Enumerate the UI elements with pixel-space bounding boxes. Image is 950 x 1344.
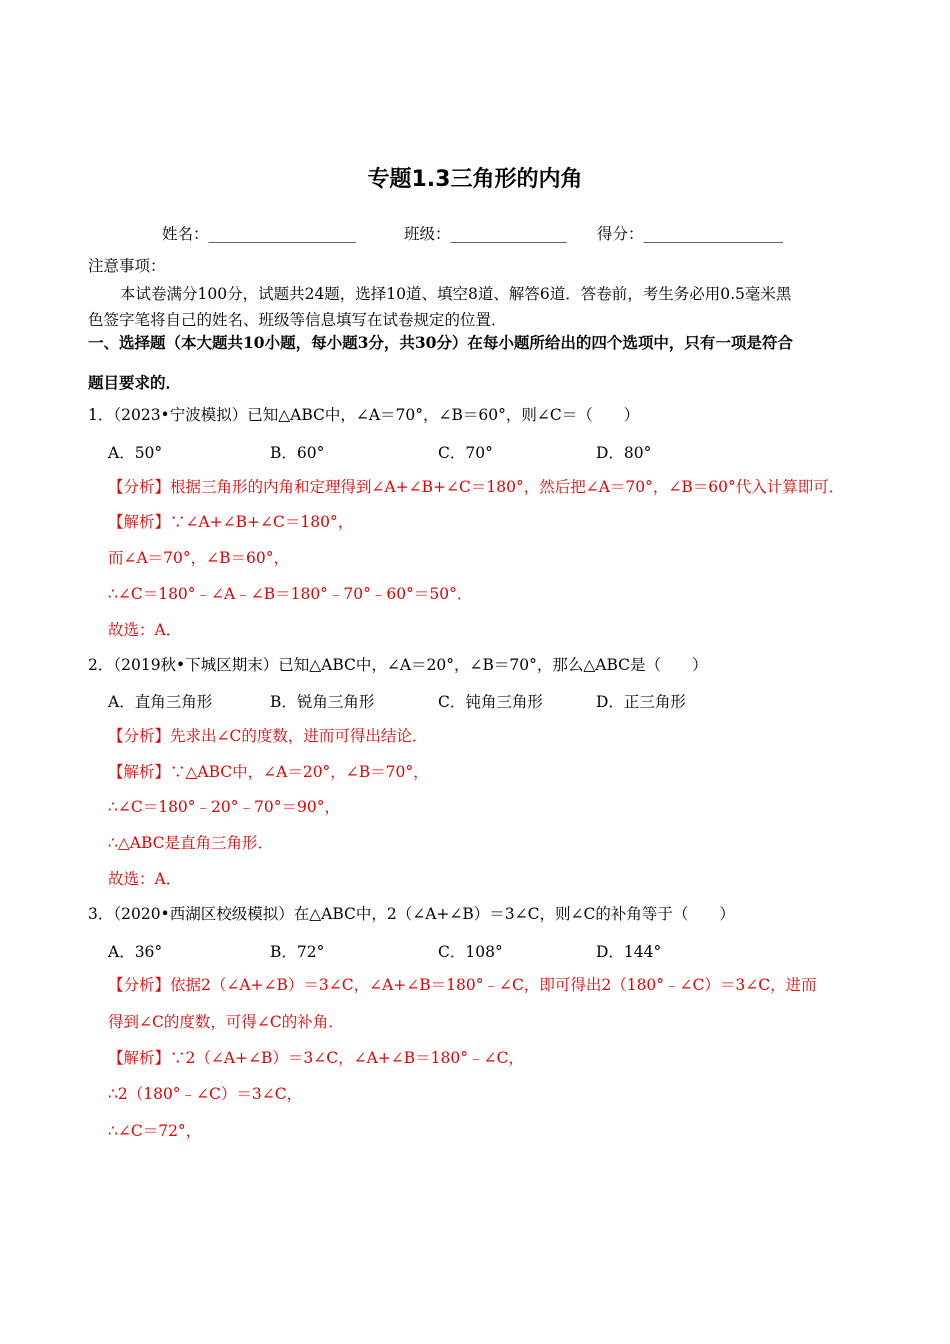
q3-option-d: D．144°	[596, 943, 662, 961]
q3-analysis-line-1: 【分析】依据2（∠A+∠B）＝3∠C，∠A+∠B＝180°﹣∠C，即可得出2（180°﹣∠C）＝3∠C，进而	[108, 976, 817, 994]
q1-solution-line-2: 而∠A＝70°，∠B＝60°，	[108, 549, 290, 567]
section-heading-line-1: 一、选择题（本大题共10小题，每小题3分，共30分）在每小题所给出的四个选项中，只有一项是符合	[88, 333, 793, 352]
score-field: 得分：__________________	[597, 225, 784, 243]
q3-solution-line-1: 【解析】∵2（∠A+∠B）＝3∠C，∠A+∠B＝180°﹣∠C，	[108, 1049, 524, 1067]
q3-option-b: B．72°	[270, 943, 325, 961]
notes-line-2: 色签字笔将自己的姓名、班级等信息填写在试卷规定的位置．	[88, 311, 507, 329]
notes-line-1: 本试卷满分100分，试题共24题，选择10道、填空8道、解答6道．答卷前，考生务必用0.5毫米黑	[120, 285, 792, 303]
q2-option-c: C．钝角三角形	[438, 693, 543, 711]
q3-analysis-line-2: 得到∠C的度数，可得∠C的补角．	[108, 1013, 344, 1031]
q2-option-d: D．正三角形	[596, 693, 686, 711]
name-field: 姓名：___________________	[162, 225, 356, 243]
q2-answer: 故选：A．	[108, 870, 182, 888]
section-heading-line-2: 题目要求的．	[88, 373, 182, 392]
q2-solution-line-1: 【解析】∵△ABC中，∠A＝20°，∠B＝70°，	[108, 763, 429, 781]
q3-option-a: A．36°	[108, 943, 163, 961]
q3-option-c: C．108°	[438, 943, 503, 961]
q3-solution-line-3: ∴∠C＝72°，	[108, 1122, 202, 1140]
q1-option-c: C．70°	[438, 444, 493, 462]
q1-analysis: 【分析】根据三角形的内角和定理得到∠A+∠B+∠C＝180°，然后把∠A＝70°，∠B＝60°代入计算即可．	[108, 478, 845, 496]
q2-analysis: 【分析】先求出∠C的度数，进而可得出结论．	[108, 727, 428, 745]
q1-option-b: B．60°	[270, 444, 325, 462]
q2-option-b: B．锐角三角形	[270, 693, 375, 711]
q1-solution-line-1: 【解析】∵∠A+∠B+∠C＝180°，	[108, 513, 354, 531]
page-title: 专题1.3三角形的内角	[367, 167, 583, 192]
q2-stem: 2．（2019秋•下城区期末）已知△ABC中，∠A＝20°，∠B＝70°，那么△ABC是（ ）	[88, 656, 708, 674]
q2-solution-line-3: ∴△ABC是直角三角形．	[108, 834, 274, 852]
q2-solution-line-2: ∴∠C＝180°﹣20°﹣70°＝90°，	[108, 798, 340, 816]
q1-answer: 故选：A．	[108, 621, 182, 639]
q2-option-a: A．直角三角形	[108, 693, 213, 711]
q3-solution-line-2: ∴2（180°﹣∠C）＝3∠C，	[108, 1085, 303, 1103]
q3-stem: 3．（2020•西湖区校级模拟）在△ABC中，2（∠A+∠B）＝3∠C，则∠C的补角等于（ ）	[88, 905, 735, 923]
class-field: 班级：_______________	[404, 225, 567, 243]
q1-solution-line-3: ∴∠C＝180°﹣∠A﹣∠B＝180°﹣70°﹣60°＝50°．	[108, 585, 473, 603]
q1-option-d: D．80°	[596, 444, 652, 462]
q1-stem: 1．（2023•宁波模拟）已知△ABC中，∠A＝70°，∠B＝60°，则∠C＝（ ）	[88, 406, 640, 424]
q1-option-a: A．50°	[108, 444, 163, 462]
notes-heading: 注意事项：	[88, 257, 166, 275]
